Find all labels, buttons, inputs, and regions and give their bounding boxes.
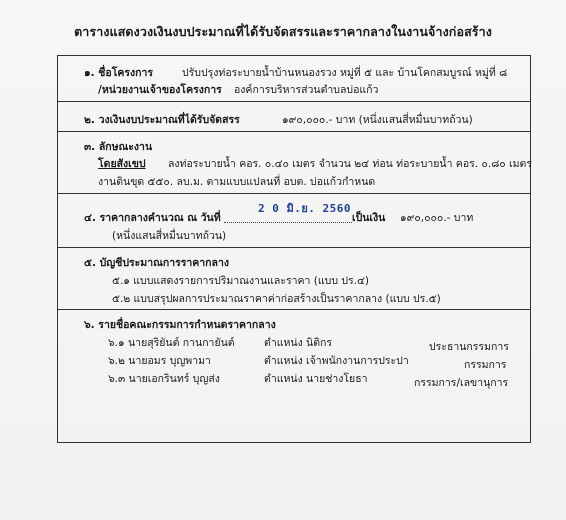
- estimate-label: ๕. บัญชีประมาณการราคากลาง: [84, 257, 229, 269]
- project-name-label: ๑. ชื่อโครงการ: [84, 67, 154, 79]
- member-position: ตำแหน่ง นิติกร: [264, 337, 333, 349]
- price-table: [57, 55, 531, 443]
- work-type-label: ๓. ลักษณะงาน: [84, 141, 153, 153]
- reference-price-label: ๔. ราคากลางคำนวณ ณ วันที่: [84, 212, 221, 224]
- section-price-estimate: [58, 248, 530, 310]
- committee-label: ๖. รายชื่อคณะกรรมการกำหนดราคากลาง: [84, 319, 276, 331]
- work-detail-line2: งานดินขุด ๕๕๐. ลบ.ม. ตามแบบแปลนที่ อบต. บ่อแก้วกำหนด: [98, 176, 376, 188]
- section-work-description: [58, 132, 533, 194]
- section-budget: [58, 102, 530, 132]
- document-title: ตารางแสดงวงเงินงบประมาณที่ได้รับจัดสรรและราคากลางในงานจ้างก่อสร้าง: [74, 24, 492, 39]
- member-name: ๖.๓ นายเอกรินทร์ บุญส่ง: [108, 373, 220, 385]
- member-name: ๖.๒ นายอมร บุญพามา: [108, 355, 211, 367]
- member-role: ประธานกรรมการ: [429, 341, 509, 353]
- agency-label: /หน่วยงานเจ้าของโครงการ: [98, 84, 222, 96]
- estimate-item-1: ๕.๑ แบบแสดงรายการปริมาณงานและราคา (แบบ ปร.๔): [112, 275, 370, 287]
- amount-label: เป็นเงิน: [352, 212, 386, 224]
- agency-value: องค์การบริหารส่วนตำบลบ่อแก้ว: [234, 84, 379, 96]
- member-position: ตำแหน่ง นายช่างโยธา: [264, 373, 368, 385]
- section-committee: [58, 310, 530, 442]
- estimate-item-2: ๕.๒ แบบสรุปผลการประมาณราคาค่าก่อสร้างเป็นราคากลาง (แบบ ปร.๕): [112, 293, 441, 305]
- date-stamp: 2 0 มิ.ย. 2560: [258, 202, 352, 215]
- date-dotted-line: [224, 222, 352, 223]
- section-reference-price: [58, 194, 530, 248]
- member-position: ตำแหน่ง เจ้าพนักงานการประปา: [264, 355, 409, 367]
- member-role: กรรมการ/เลขานุการ: [414, 377, 509, 389]
- work-detail-line1: ลงท่อระบายน้ำ คอร. ๐.๔๐ เมตร จำนวน ๒๔ ท่อน ท่อระบายน้ำ คอร. ๐.๘๐ เมตร: [168, 158, 533, 170]
- amount-value: ๑๙๐,๐๐๐.- บาท: [400, 212, 474, 224]
- amount-words: (หนึ่งแสนสี่หมื่นบาทถ้วน): [112, 230, 227, 242]
- budget-value: ๑๙๐,๐๐๐.- บาท (หนึ่งแสนสี่หมื่นบาทถ้วน): [282, 114, 473, 126]
- section-project-name: [58, 56, 530, 102]
- member-name: ๖.๑ นายสุริยันต์ กานกายันต์: [108, 337, 235, 349]
- budget-label: ๒. วงเงินงบประมาณที่ได้รับจัดสรร: [84, 114, 240, 126]
- member-role: กรรมการ: [464, 359, 507, 371]
- project-name-value: ปรับปรุงท่อระบายน้ำบ้านหนองรวง หมู่ที่ ๕ และ บ้านโคกสมบูรณ์ หมู่ที่ ๘: [182, 67, 508, 79]
- summary-label: โดยสังเขป: [98, 158, 146, 170]
